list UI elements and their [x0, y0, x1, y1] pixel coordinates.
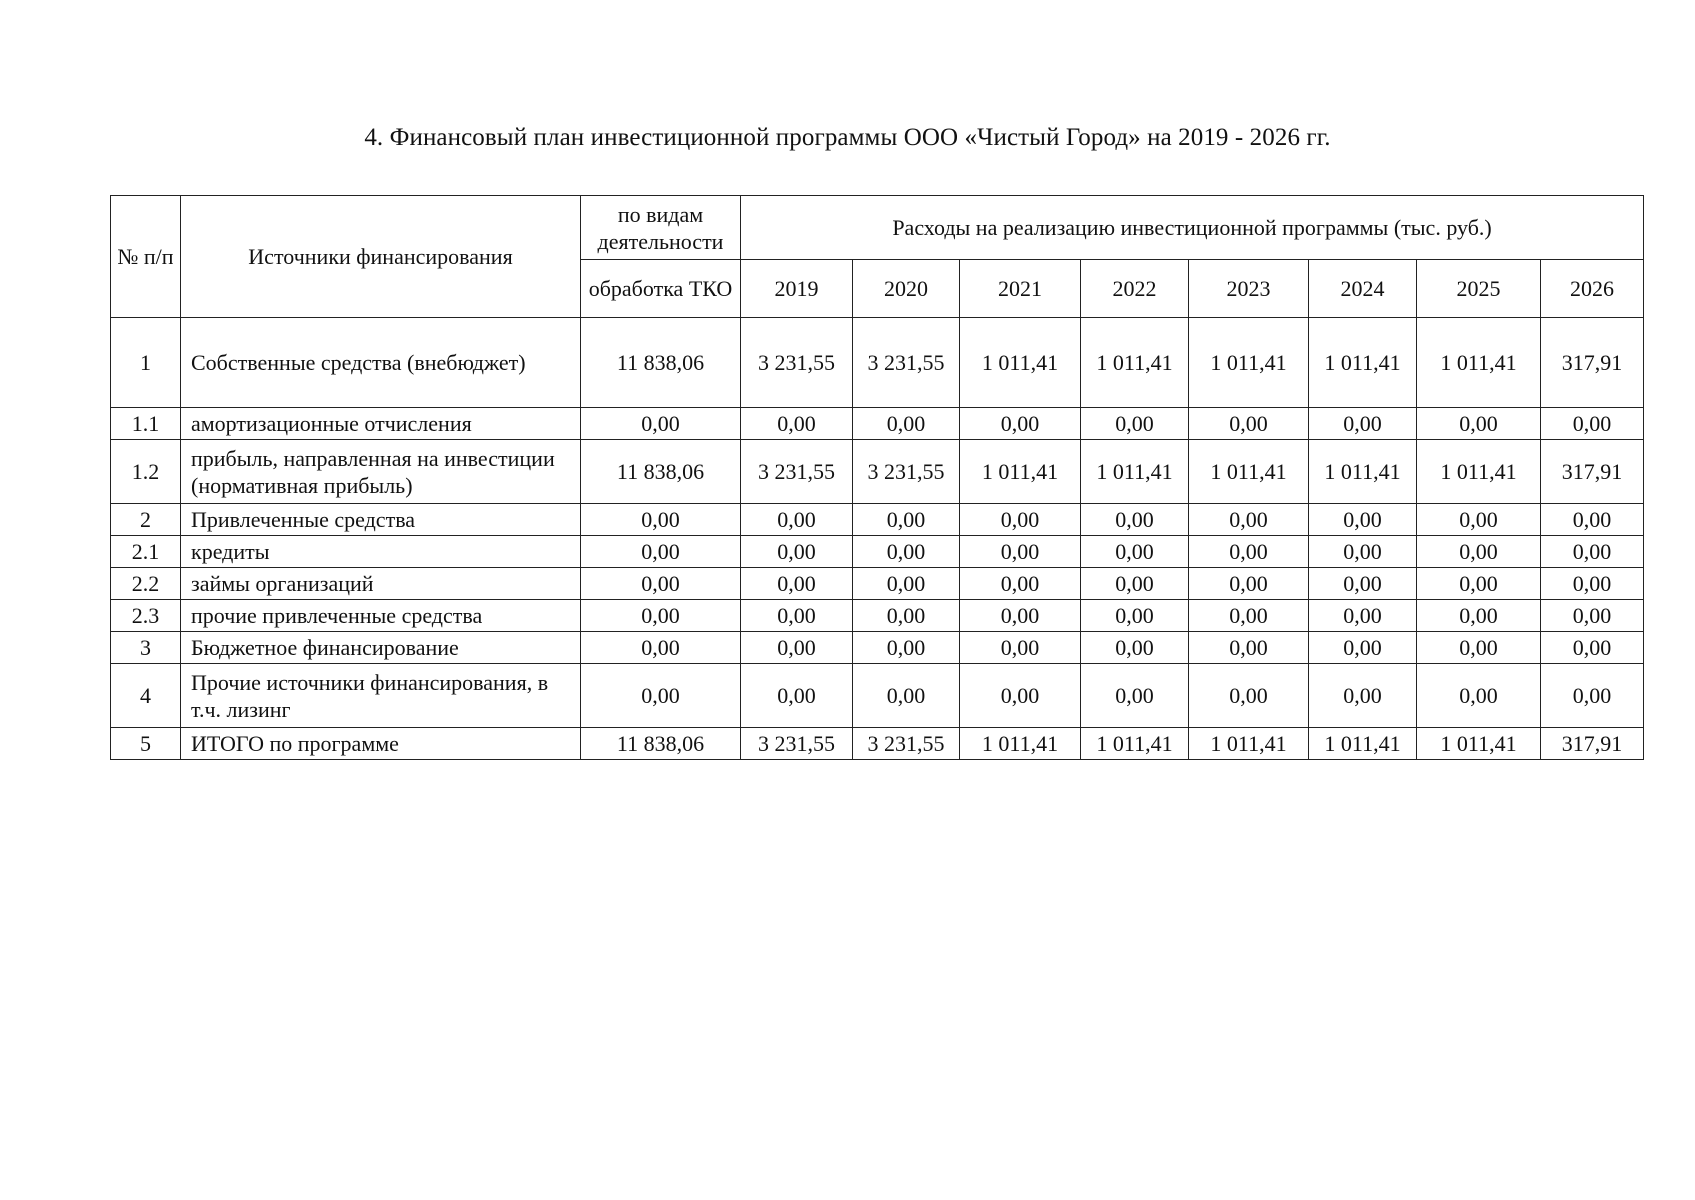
header-source: Источники финансирования [181, 196, 581, 318]
source-cell: ИТОГО по программе [181, 728, 581, 760]
year-value-cell: 1 011,41 [1081, 728, 1189, 760]
year-value-cell: 1 011,41 [1309, 440, 1417, 504]
year-value-cell: 3 231,55 [741, 728, 853, 760]
table-row [111, 600, 1644, 632]
header-year: 2022 [1081, 260, 1189, 318]
year-value-cell: 0,00 [741, 568, 853, 600]
year-value-cell: 317,91 [1541, 318, 1644, 408]
year-value-cell: 0,00 [1081, 600, 1189, 632]
document-title: 4. Финансовый план инвестиционной программы ООО «Чистый Город» на 2019 - 2026 гг. [364, 124, 1331, 151]
source-cell: амортизационные отчисления [181, 408, 581, 440]
year-value-cell: 317,91 [1541, 440, 1644, 504]
year-value-cell: 1 011,41 [960, 440, 1081, 504]
year-value-cell: 317,91 [1541, 728, 1644, 760]
year-value-cell: 1 011,41 [1189, 440, 1309, 504]
activity-value-cell: 11 838,06 [581, 440, 741, 504]
year-value-cell: 0,00 [1417, 664, 1541, 728]
source-cell: Прочие источники финансирования, в т.ч. лизинг [181, 664, 581, 728]
year-value-cell: 0,00 [853, 632, 960, 664]
activity-value-cell: 11 838,06 [581, 318, 741, 408]
year-value-cell: 3 231,55 [853, 318, 960, 408]
header-year: 2023 [1189, 260, 1309, 318]
year-value-cell: 0,00 [853, 568, 960, 600]
activity-value-cell: 0,00 [581, 408, 741, 440]
table-row [111, 504, 1644, 536]
year-value-cell: 0,00 [853, 664, 960, 728]
header-year: 2026 [1541, 260, 1644, 318]
year-value-cell: 0,00 [741, 504, 853, 536]
header-activity: обработка ТКО [581, 260, 741, 318]
year-value-cell: 0,00 [1081, 504, 1189, 536]
year-value-cell: 0,00 [1081, 568, 1189, 600]
year-value-cell: 0,00 [1541, 632, 1644, 664]
row-number-cell: 2.3 [111, 600, 181, 632]
year-value-cell: 0,00 [1309, 600, 1417, 632]
year-value-cell: 0,00 [1309, 632, 1417, 664]
year-value-cell: 1 011,41 [1189, 318, 1309, 408]
year-value-cell: 0,00 [741, 600, 853, 632]
row-number-cell: 1.2 [111, 440, 181, 504]
activity-value-cell: 0,00 [581, 504, 741, 536]
activity-value-cell: 0,00 [581, 632, 741, 664]
year-value-cell: 0,00 [1417, 536, 1541, 568]
year-value-cell: 0,00 [960, 568, 1081, 600]
header-year: 2025 [1417, 260, 1541, 318]
year-value-cell: 0,00 [960, 600, 1081, 632]
row-number-cell: 2 [111, 504, 181, 536]
year-value-cell: 0,00 [1417, 568, 1541, 600]
year-value-cell: 0,00 [1541, 600, 1644, 632]
table-body [111, 318, 1644, 760]
header-year: 2021 [960, 260, 1081, 318]
row-number-cell: 2.1 [111, 536, 181, 568]
activity-value-cell: 0,00 [581, 600, 741, 632]
source-cell: займы организаций [181, 568, 581, 600]
year-value-cell: 0,00 [853, 600, 960, 632]
year-value-cell: 0,00 [1189, 600, 1309, 632]
source-cell: кредиты [181, 536, 581, 568]
table-row [111, 568, 1644, 600]
activity-value-cell: 11 838,06 [581, 728, 741, 760]
row-number-cell: 1.1 [111, 408, 181, 440]
year-value-cell: 0,00 [741, 664, 853, 728]
year-value-cell: 0,00 [1417, 632, 1541, 664]
year-value-cell: 0,00 [960, 632, 1081, 664]
year-value-cell: 0,00 [1309, 504, 1417, 536]
header-year: 2019 [741, 260, 853, 318]
year-value-cell: 0,00 [1081, 632, 1189, 664]
year-value-cell: 0,00 [853, 504, 960, 536]
year-value-cell: 0,00 [960, 664, 1081, 728]
row-number-cell: 1 [111, 318, 181, 408]
year-value-cell: 0,00 [853, 408, 960, 440]
year-value-cell: 0,00 [1189, 504, 1309, 536]
year-value-cell: 0,00 [1309, 408, 1417, 440]
year-value-cell: 0,00 [1541, 408, 1644, 440]
year-value-cell: 1 011,41 [1309, 728, 1417, 760]
year-value-cell: 3 231,55 [741, 318, 853, 408]
year-value-cell: 0,00 [1417, 504, 1541, 536]
year-value-cell: 0,00 [1309, 664, 1417, 728]
year-value-cell: 0,00 [1189, 632, 1309, 664]
year-value-cell: 0,00 [1189, 568, 1309, 600]
table-row [111, 536, 1644, 568]
table-header [111, 196, 1644, 318]
row-number-cell: 4 [111, 664, 181, 728]
year-value-cell: 0,00 [1417, 408, 1541, 440]
year-value-cell: 0,00 [1541, 536, 1644, 568]
year-value-cell: 0,00 [1081, 664, 1189, 728]
table-row [111, 632, 1644, 664]
table-row [111, 664, 1644, 728]
year-value-cell: 0,00 [741, 408, 853, 440]
year-value-cell: 3 231,55 [741, 440, 853, 504]
year-value-cell: 0,00 [1541, 504, 1644, 536]
financial-plan-table [110, 195, 1644, 760]
year-value-cell: 0,00 [1541, 568, 1644, 600]
row-number-cell: 2.2 [111, 568, 181, 600]
source-cell: Бюджетное финансирование [181, 632, 581, 664]
year-value-cell: 0,00 [1189, 408, 1309, 440]
year-value-cell: 1 011,41 [1417, 440, 1541, 504]
year-value-cell: 0,00 [853, 536, 960, 568]
year-value-cell: 1 011,41 [960, 318, 1081, 408]
source-cell: Собственные средства (внебюджет) [181, 318, 581, 408]
year-value-cell: 1 011,41 [1417, 318, 1541, 408]
year-value-cell: 1 011,41 [1081, 440, 1189, 504]
activity-value-cell: 0,00 [581, 536, 741, 568]
activity-value-cell: 0,00 [581, 568, 741, 600]
header-activity-group: по видам деятельности [581, 196, 741, 260]
year-value-cell: 1 011,41 [1189, 728, 1309, 760]
year-value-cell: 1 011,41 [1417, 728, 1541, 760]
table-row [111, 318, 1644, 408]
source-cell: Привлеченные средства [181, 504, 581, 536]
year-value-cell: 3 231,55 [853, 728, 960, 760]
year-value-cell: 0,00 [1417, 600, 1541, 632]
year-value-cell: 0,00 [741, 632, 853, 664]
year-value-cell: 0,00 [1189, 664, 1309, 728]
year-value-cell: 0,00 [1081, 408, 1189, 440]
header-expenses-group: Расходы на реализацию инвестиционной программы (тыс. руб.) [741, 196, 1644, 260]
year-value-cell: 0,00 [960, 504, 1081, 536]
header-year: 2024 [1309, 260, 1417, 318]
year-value-cell: 0,00 [960, 536, 1081, 568]
source-cell: прочие привлеченные средства [181, 600, 581, 632]
year-value-cell: 1 011,41 [1309, 318, 1417, 408]
year-value-cell: 0,00 [1541, 664, 1644, 728]
year-value-cell: 0,00 [1309, 536, 1417, 568]
year-value-cell: 3 231,55 [853, 440, 960, 504]
year-value-cell: 0,00 [741, 536, 853, 568]
year-value-cell: 0,00 [1081, 536, 1189, 568]
year-value-cell: 1 011,41 [1081, 318, 1189, 408]
year-value-cell: 0,00 [1309, 568, 1417, 600]
row-number-cell: 3 [111, 632, 181, 664]
activity-value-cell: 0,00 [581, 664, 741, 728]
year-value-cell: 0,00 [1189, 536, 1309, 568]
table-row [111, 408, 1644, 440]
header-year: 2020 [853, 260, 960, 318]
source-cell: прибыль, направленная на инвестиции (нормативная прибыль) [181, 440, 581, 504]
year-value-cell: 0,00 [960, 408, 1081, 440]
header-num: № п/п [111, 196, 181, 318]
year-value-cell: 1 011,41 [960, 728, 1081, 760]
row-number-cell: 5 [111, 728, 181, 760]
table-row [111, 440, 1644, 504]
table-row [111, 728, 1644, 760]
